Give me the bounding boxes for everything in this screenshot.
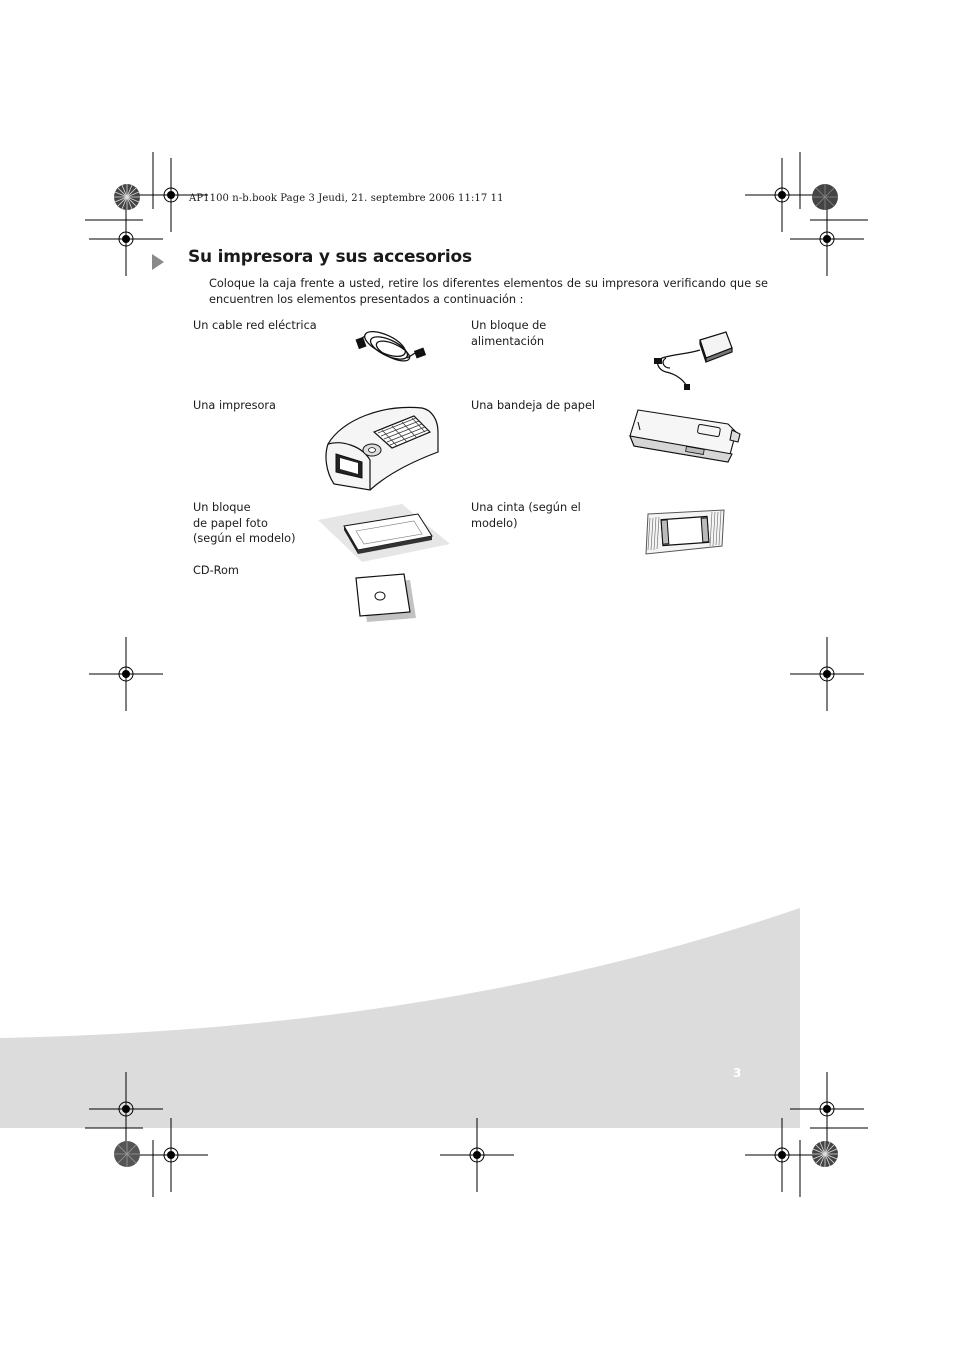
power-adapter-icon bbox=[648, 330, 738, 392]
starburst-target-icon bbox=[812, 184, 838, 210]
footer-band bbox=[0, 908, 800, 1128]
ink-ribbon-icon bbox=[642, 508, 728, 556]
registration-mark-icon bbox=[790, 1072, 864, 1146]
page-number: 3 bbox=[733, 1066, 742, 1080]
registration-mark-icon bbox=[89, 637, 163, 711]
print-file-info: AP1100 n-b.book Page 3 Jeudi, 21. septembre 2006 11:17 11 bbox=[189, 193, 504, 204]
starburst-target-icon bbox=[114, 184, 140, 210]
item-label-ribbon: Una cinta (según el modelo) bbox=[471, 501, 581, 530]
intro-paragraph: Coloque la caja frente a usted, retire los diferentes elementos de su impresora verificando que se encuentren los elementos presentados a continuación : bbox=[209, 277, 768, 306]
starburst-target-icon bbox=[114, 1141, 140, 1167]
registration-mark-icon bbox=[440, 1118, 514, 1192]
section-title: Su impresora y sus accesorios bbox=[188, 247, 472, 267]
registration-mark-icon bbox=[134, 1118, 208, 1192]
cd-rom-icon bbox=[352, 574, 418, 624]
photo-paper-pack-icon bbox=[318, 504, 452, 562]
item-label-paper-tray: Una bandeja de papel bbox=[471, 399, 596, 412]
item-label-printer: Una impresora bbox=[193, 399, 276, 412]
item-label-power-block: Un bloque de alimentación bbox=[471, 319, 547, 348]
power-cable-icon bbox=[355, 322, 435, 377]
printer-icon bbox=[322, 402, 440, 498]
registration-mark-icon bbox=[790, 202, 864, 276]
starburst-target-icon bbox=[812, 1141, 838, 1167]
paper-tray-icon bbox=[628, 402, 742, 468]
registration-mark-icon bbox=[745, 158, 819, 232]
item-label-cdrom: CD-Rom bbox=[193, 564, 239, 577]
section-bullet-icon bbox=[152, 254, 164, 270]
registration-mark-icon bbox=[790, 637, 864, 711]
item-label-photo-paper: Un bloque de papel foto (según el modelo) bbox=[193, 501, 296, 545]
item-label-power-cable: Un cable red eléctrica bbox=[193, 319, 317, 332]
registration-mark-icon bbox=[745, 1118, 819, 1192]
